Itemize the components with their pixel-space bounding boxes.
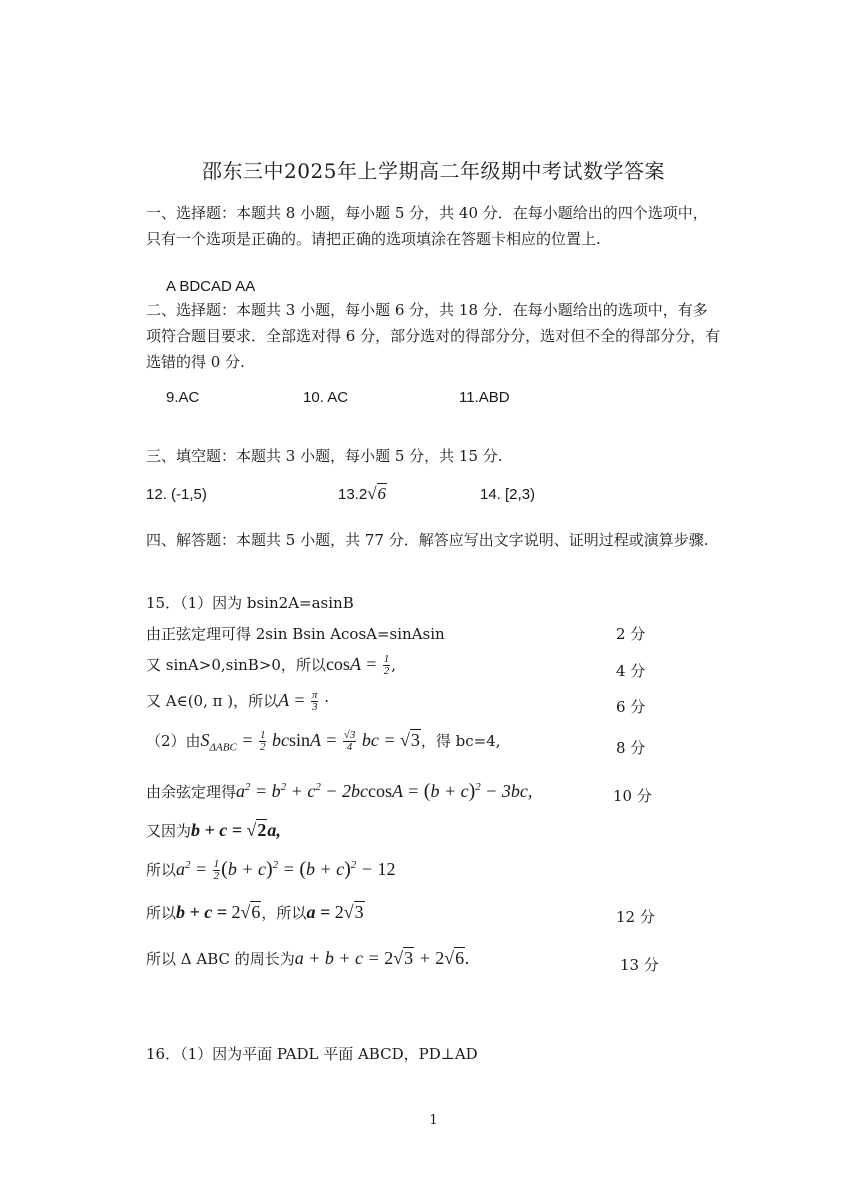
q15-score-10: 10 分 xyxy=(613,787,652,805)
q15-line-10: 所以 Δ ABC 的周长为a + b + c = 2√3 + 2√6. xyxy=(146,948,470,968)
q15-line-2: 由正弦定理可得 2sin Bsin AcosA=sinAsin xyxy=(146,625,445,643)
answer-11: 11.ABD xyxy=(459,389,510,406)
answer-9: 9.AC xyxy=(166,389,200,406)
q15-line-8: 所以$a^2$ = $\frac{1}{2}$ $(b + c)^2 = (b + c)^2 - 12$ xyxy=(146,858,396,883)
q15-score-6: 6 分 xyxy=(616,698,646,716)
q15-score-8: 8 分 xyxy=(616,739,646,757)
q16-line-1: 16．（1）因为平面 PADL 平面 ABCD，PD⊥AD xyxy=(146,1045,478,1063)
q15-score-12: 12 分 xyxy=(616,908,655,926)
q15-score-4: 4 分 xyxy=(616,662,646,680)
answer-13: 13.2√6 xyxy=(338,484,387,503)
q15-line-3: 又 sinA>0,sinB>0，所以cosA = $\frac{1}{2}$ , xyxy=(146,653,397,678)
section-3-heading: 三、填空题：本题共 3 小题，每小题 5 分，共 15 分. xyxy=(146,447,503,465)
q15-score-2: 2 分 xyxy=(616,625,646,643)
q15-line-5: （2）由$S_{\Delta ABC}$ = $\frac{1}{2}$ bcsinA = $\frac{√3}{4}$ bc = √3，得 bc=4, xyxy=(146,729,501,754)
section-1-answers: A BDCAD AA xyxy=(166,278,256,295)
q15-line-7: 又因为b + c = √2a, xyxy=(146,820,281,840)
q15-line-9: 所以b + c = 2√6，所以a = 2√3 xyxy=(146,902,364,922)
section-1-heading: 一、选择题：本题共 8 小题，每小题 5 分，共 40 分．在每小题给出的四个选项中，只有一个选项是正确的。请把正确的选项填涂在答题卡相应的位置上. xyxy=(146,204,708,248)
section-4-heading: 四、解答题：本题共 5 小题，共 77 分．解答应写出文字说明、证明过程或演算步骤. xyxy=(146,531,709,549)
page-title: 邵东三中2025年上学期高二年级期中考试数学答案 xyxy=(202,159,665,183)
q15-line-4: 又 A∈(0, π )，所以A = $\frac{\pi}{3}$ · xyxy=(146,689,330,714)
section-2-heading: 二、选择题：本题共 3 小题，每小题 6 分，共 18 分．在每小题给出的选项中，有多项符合题目要求．全部选对得 6 分，部分选对的得部分分，选对但不全的得部分分，有选错的得 0 分. xyxy=(146,301,721,371)
q15-score-13: 13 分 xyxy=(620,956,659,974)
answer-10: 10. AC xyxy=(303,389,349,406)
answer-14: 14. [2,3) xyxy=(480,486,536,503)
page-number: 1 xyxy=(429,1113,438,1128)
q15-line-1: 15．（1）因为 bsin2A=asinB xyxy=(146,594,354,612)
q15-line-6: 由余弦定理得$a^2 = b^2 + c^2 - 2bccosA = (b + c)^2 - 3bc$, xyxy=(146,780,533,802)
answer-12: 12. (-1,5) xyxy=(146,486,207,503)
